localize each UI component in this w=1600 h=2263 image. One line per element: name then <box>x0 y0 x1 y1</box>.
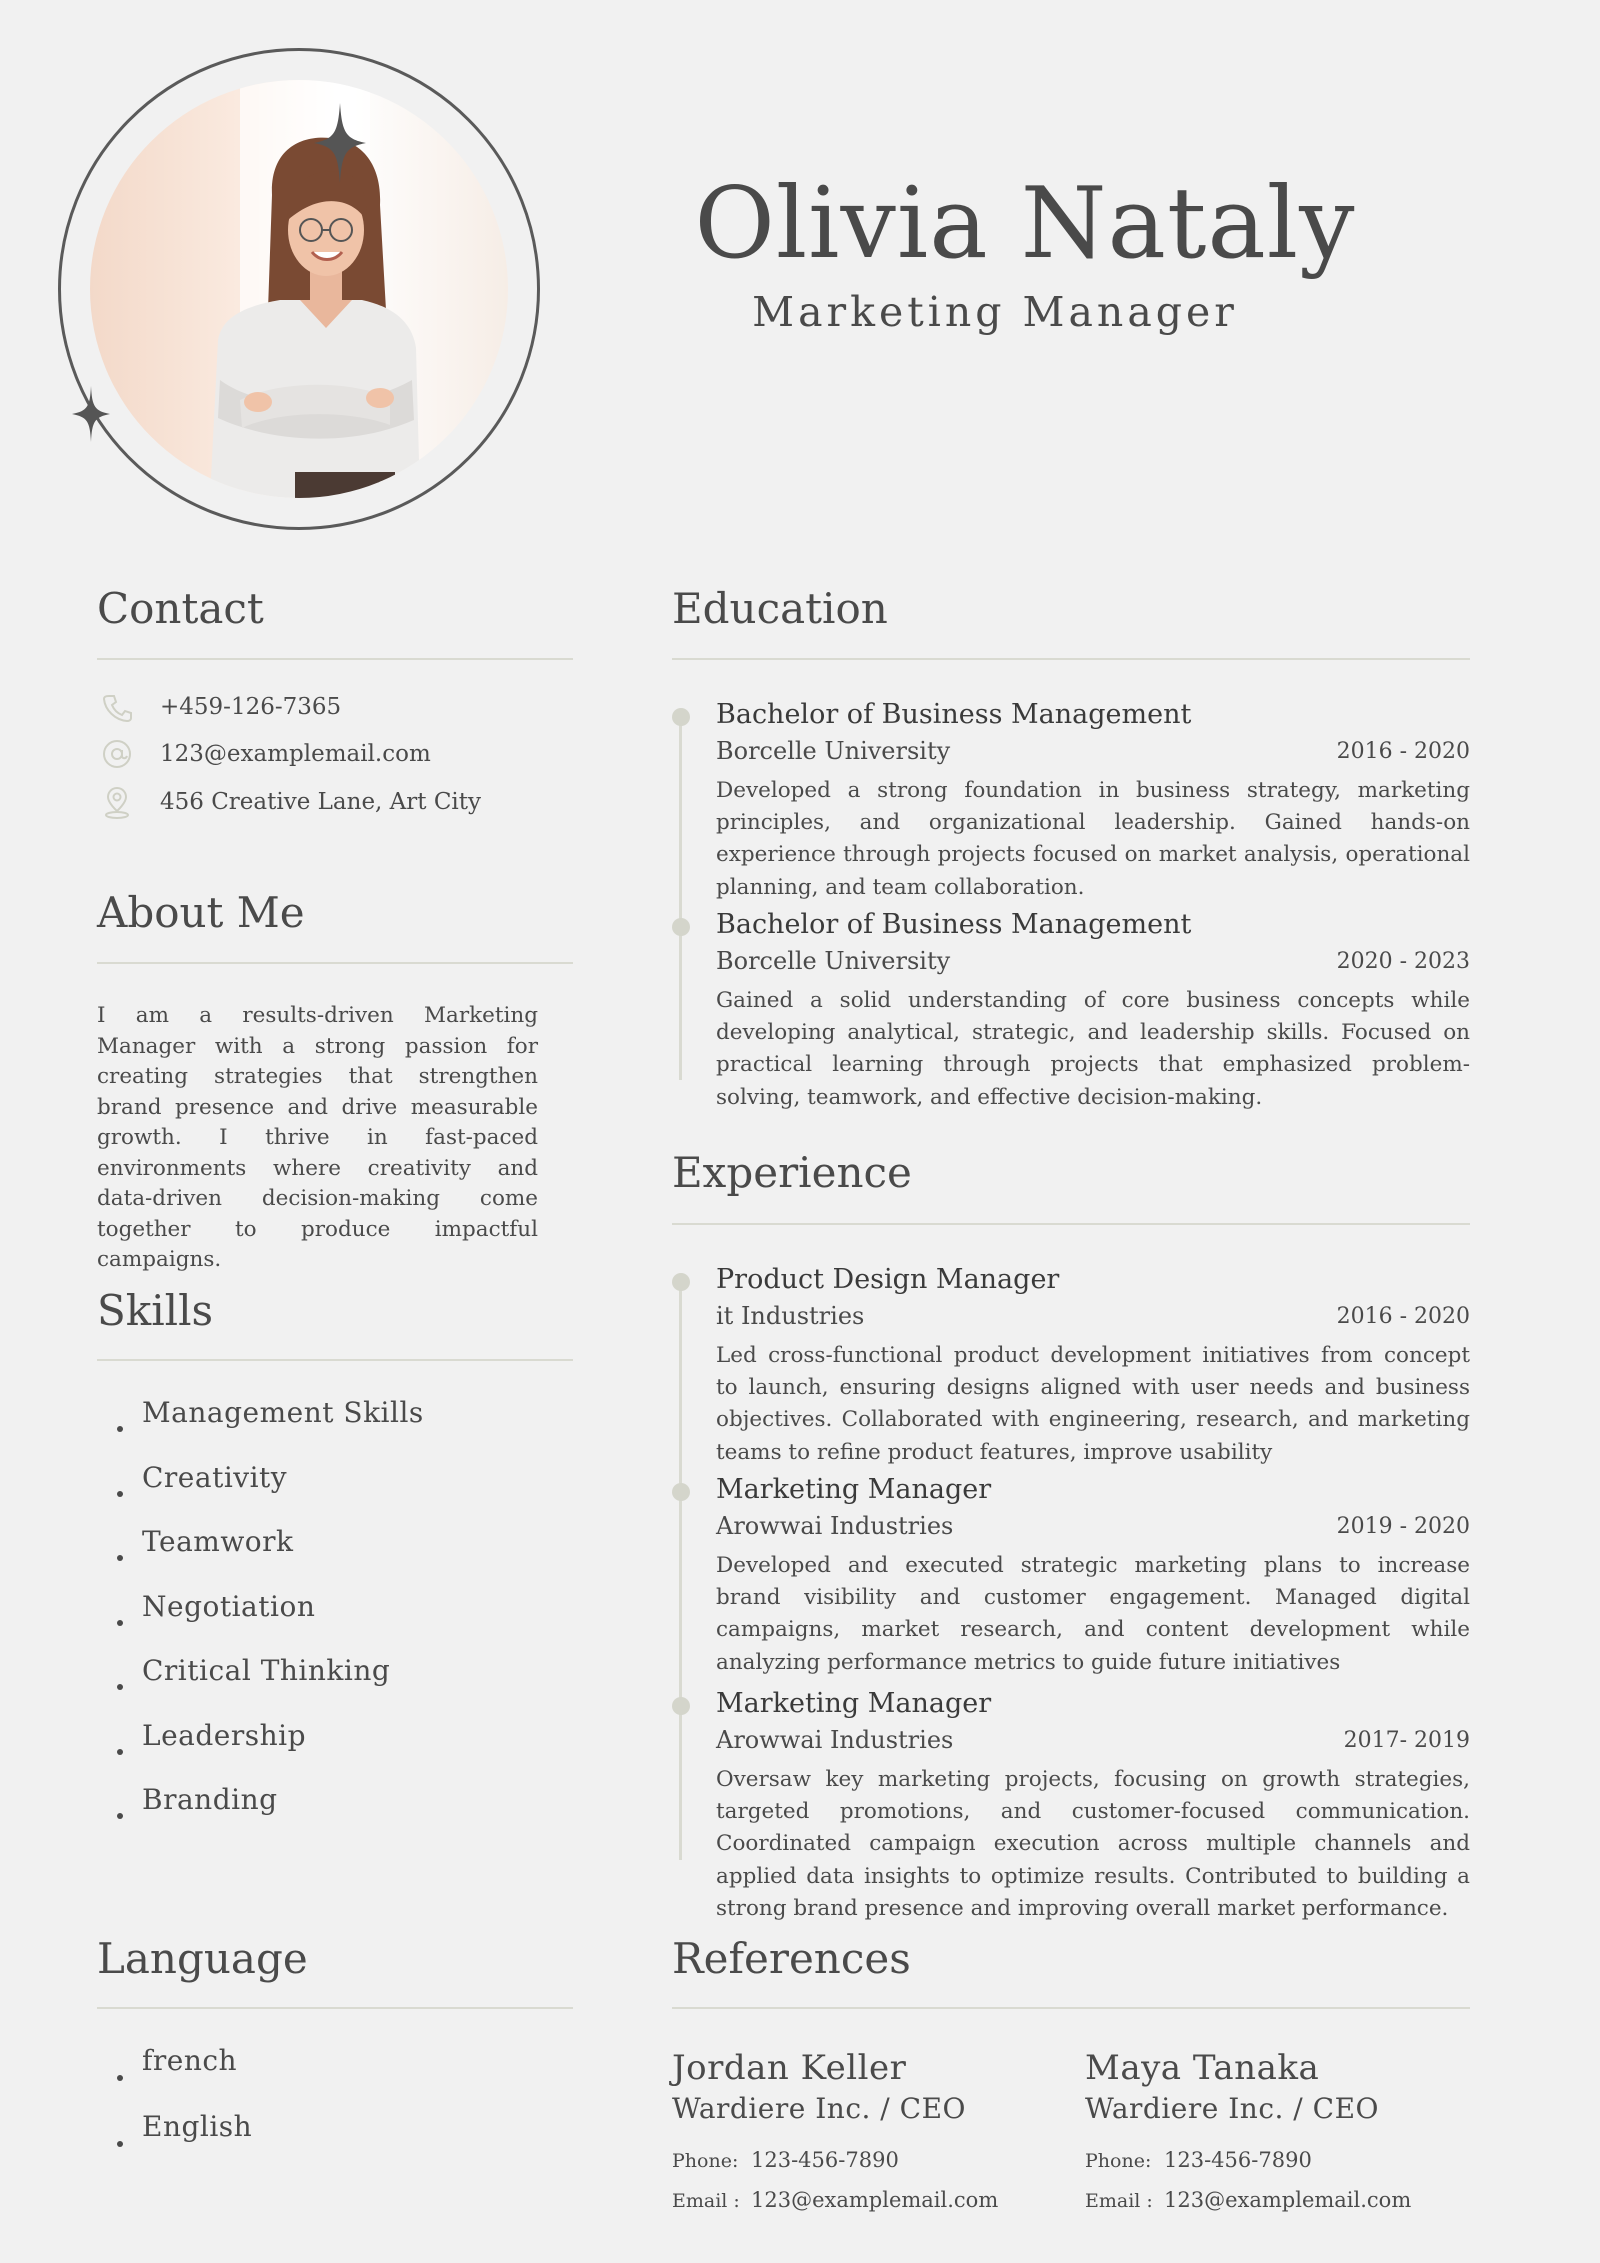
experience-divider <box>672 1223 1470 1225</box>
candidate-name: Olivia Nataly <box>694 167 1356 281</box>
skill-item: Critical Thinking <box>113 1654 424 1719</box>
language-divider <box>97 2007 573 2009</box>
person-illustration <box>90 80 508 498</box>
about-heading: About Me <box>97 888 305 937</box>
education-dates: 2016 - 2020 <box>1336 739 1470 764</box>
experience-company: it Industries <box>716 1302 865 1330</box>
about-text: I am a results-driven Marketing Manager with a strong passion for creating strategies that strengthen brand presence and drive measurable growth. I thrive in fast-paced environments where creativity and data-driven decision-making come together to produce impactful campaigns. <box>97 1003 538 1272</box>
language-list <box>113 2044 252 2176</box>
reference-phone <box>672 2148 899 2172</box>
language-heading: Language <box>97 1934 308 1983</box>
contact-email <box>100 737 431 771</box>
skill-item: Teamwork <box>113 1525 424 1590</box>
experience-dates: 2019 - 2020 <box>1336 1514 1470 1539</box>
reference-role: Wardiere Inc. / CEO <box>672 2092 966 2125</box>
contact-phone <box>100 690 341 724</box>
experience-timeline <box>679 1282 682 1860</box>
timeline-dot <box>672 1697 690 1715</box>
language-item: English <box>113 2110 252 2176</box>
timeline-dot <box>672 1483 690 1501</box>
skill-item: Negotiation <box>113 1590 424 1655</box>
timeline-dot <box>672 918 690 936</box>
experience-description: Developed and executed strategic marketing plans to increase brand visibility and customer engagement. Managed digital campaigns, market research, and content development while analyzing performance metrics to guide future initiatives <box>716 1553 1470 1675</box>
skill-item: Branding <box>113 1783 424 1848</box>
experience-dates: 2017- 2019 <box>1343 1728 1470 1753</box>
timeline-dot <box>672 1273 690 1291</box>
contact-phone-text: +459-126-7365 <box>160 694 342 720</box>
contact-divider <box>97 658 573 660</box>
email-value: 123@examplemail.com <box>1164 2188 1412 2212</box>
about-divider <box>97 962 573 964</box>
skills-heading: Skills <box>97 1286 214 1335</box>
education-timeline <box>679 716 682 1080</box>
contact-heading: Contact <box>97 584 264 633</box>
timeline-dot <box>672 708 690 726</box>
skills-divider <box>97 1359 573 1361</box>
phone-value: 123-456-7890 <box>751 2148 899 2172</box>
contact-address-text: 456 Creative Lane, Art City <box>160 789 482 815</box>
skill-item: Leadership <box>113 1719 424 1784</box>
education-description: Gained a solid understanding of core business concepts while developing analytical, strategic, and leadership skills. Focused on practical learning through projects that emphasized problem-solving, teamwork, and effective decision-making. <box>716 988 1470 1110</box>
education-dates: 2020 - 2023 <box>1336 949 1470 974</box>
reference-role: Wardiere Inc. / CEO <box>1085 2092 1379 2125</box>
experience-company: Arowwai Industries <box>716 1726 954 1754</box>
email-label: Email : <box>1085 2190 1153 2212</box>
location-pin-icon <box>100 785 134 819</box>
references-divider <box>672 2007 1470 2009</box>
sparkle-icon <box>72 386 110 442</box>
experience-company: Arowwai Industries <box>716 1512 954 1540</box>
profile-photo-frame <box>58 48 540 530</box>
experience-heading: Experience <box>672 1148 912 1197</box>
candidate-title: Marketing Manager <box>752 288 1238 336</box>
skills-list <box>113 1396 424 1848</box>
reference-name: Jordan Keller <box>672 2048 907 2088</box>
at-icon <box>100 737 134 771</box>
reference-email <box>1085 2188 1411 2212</box>
phone-value: 123-456-7890 <box>1164 2148 1312 2172</box>
education-divider <box>672 658 1470 660</box>
phone-label: Phone: <box>1085 2150 1152 2172</box>
phone-icon <box>100 690 134 724</box>
phone-label: Phone: <box>672 2150 739 2172</box>
email-label: Email : <box>672 2190 740 2212</box>
contact-email-text: 123@examplemail.com <box>160 741 431 767</box>
education-school: Borcelle University <box>716 737 951 765</box>
experience-dates: 2016 - 2020 <box>1336 1304 1470 1329</box>
experience-description: Led cross-functional product development initiatives from concept to launch, ensuring designs aligned with user needs and business objectives. Collaborated with engineering, research, and marketing teams to refine product features, improve usability <box>716 1343 1470 1465</box>
education-degree: Bachelor of Business Management <box>716 699 1192 730</box>
reference-name: Maya Tanaka <box>1085 2048 1320 2088</box>
language-item: french <box>113 2044 252 2110</box>
education-degree: Bachelor of Business Management <box>716 909 1192 940</box>
skill-item: Management Skills <box>113 1396 424 1461</box>
experience-role: Product Design Manager <box>716 1264 1060 1295</box>
experience-role: Marketing Manager <box>716 1688 992 1719</box>
education-school: Borcelle University <box>716 947 951 975</box>
email-value: 123@examplemail.com <box>751 2188 999 2212</box>
references-heading: References <box>672 1934 911 1983</box>
experience-description: Oversaw key marketing projects, focusing on growth strategies, targeted promotions, and customer-focused communication. Coordinated campaign execution across multiple channels and applied data insights to optimize results. Contributed to building a strong brand presence and improving overall market performance. <box>716 1767 1470 1921</box>
reference-phone <box>1085 2148 1312 2172</box>
sparkle-icon <box>314 103 366 183</box>
skill-item: Creativity <box>113 1461 424 1526</box>
education-description: Developed a strong foundation in business strategy, marketing principles, and organizational leadership. Gained hands-on experience through projects focused on market analysis, operational planning, and team collaboration. <box>716 778 1470 900</box>
contact-address <box>100 785 481 819</box>
profile-photo <box>90 80 508 498</box>
reference-email <box>672 2188 998 2212</box>
education-heading: Education <box>672 584 888 633</box>
experience-role: Marketing Manager <box>716 1474 992 1505</box>
